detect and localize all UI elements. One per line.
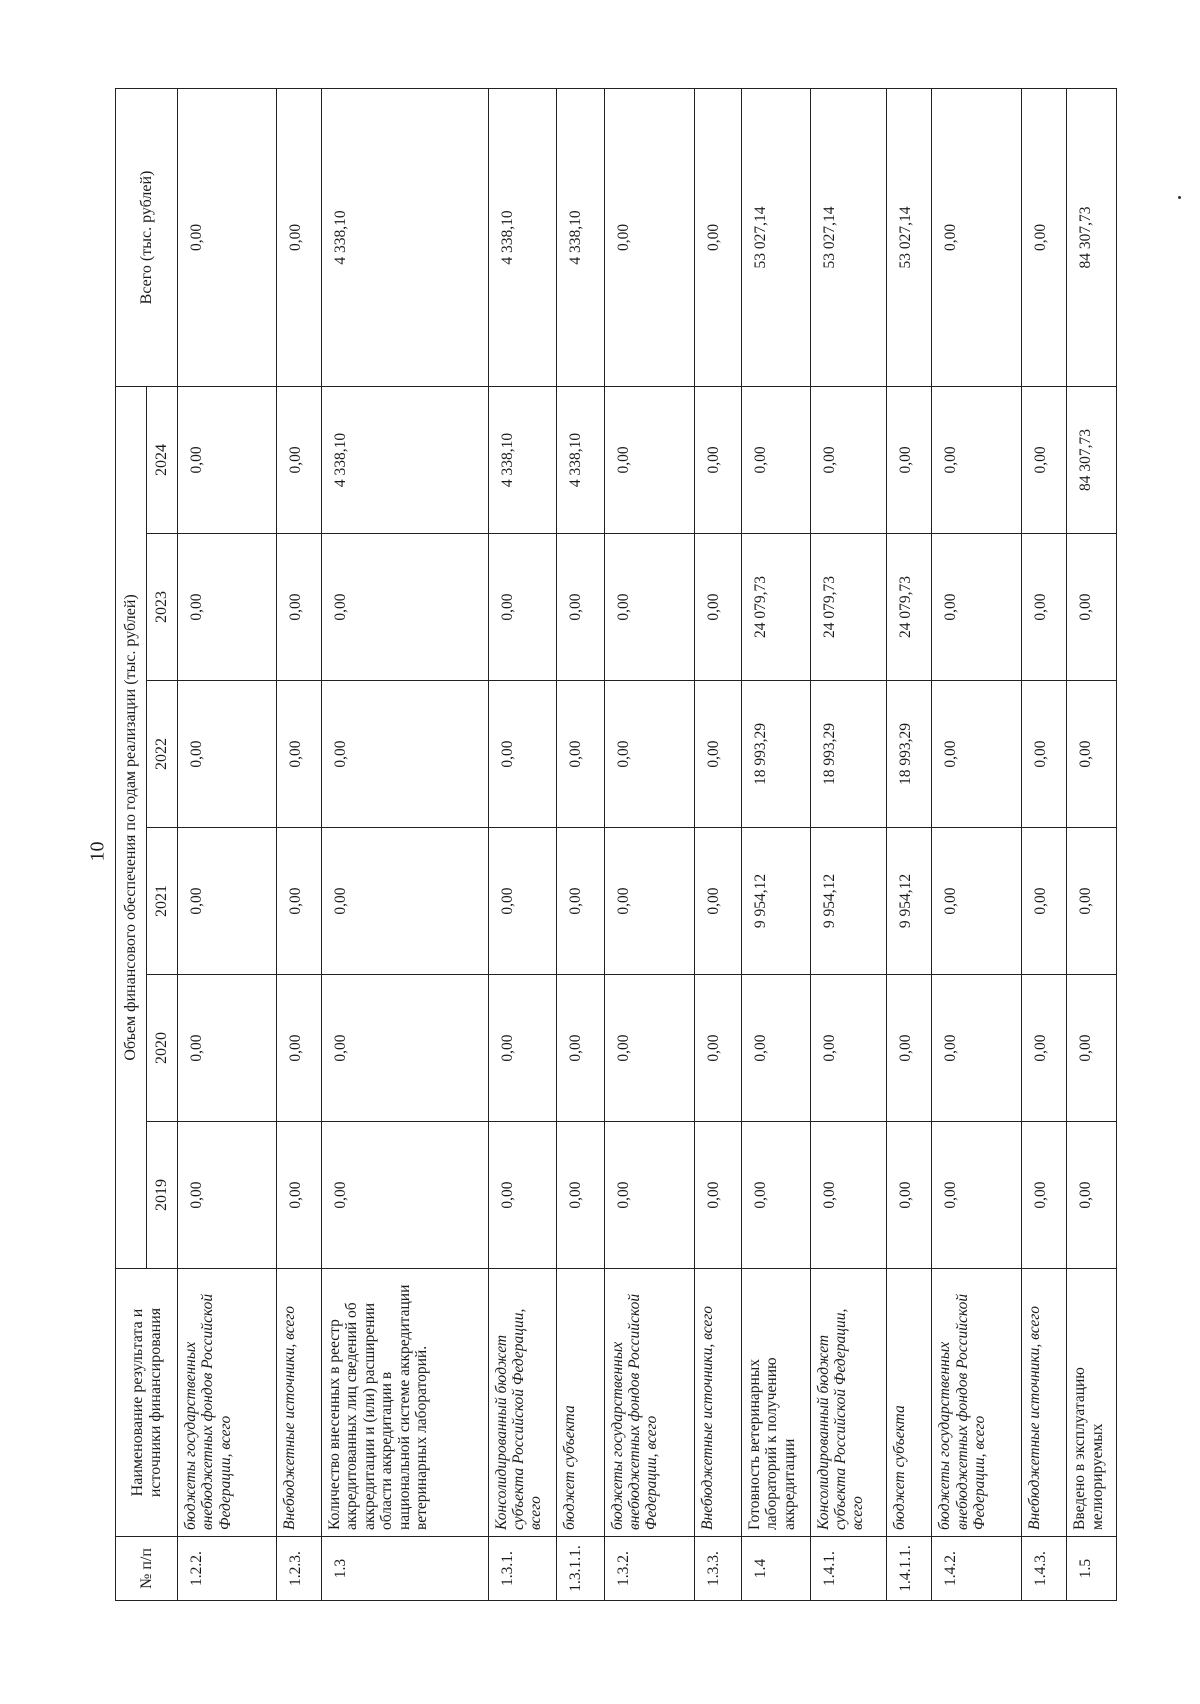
row-name: Консолидированный бюджет субъекта Российской Федерации, всего	[810, 1269, 887, 1537]
year-value-cell: 0,00	[488, 1122, 557, 1269]
table-row	[178, 88, 277, 1600]
year-value-cell: 0,00	[604, 828, 694, 975]
year-value-cell: 0,00	[932, 828, 1022, 975]
year-value-cell: 0,00	[932, 681, 1022, 828]
year-value-cell: 0,00	[694, 1122, 741, 1269]
total-value-cell: 0,00	[932, 88, 1022, 386]
year-value-cell: 0,00	[322, 534, 489, 681]
year-value-cell: 0,00	[1022, 386, 1067, 533]
row-name: бюджеты государственных внебюджетных фондов Российской Федерации, всего	[178, 1269, 277, 1537]
year-value-cell: 0,00	[1022, 534, 1067, 681]
row-name: бюджеты государственных внебюджетных фондов Российской Федерации, всего	[932, 1269, 1022, 1537]
header-year: 2022	[147, 681, 178, 828]
row-code: 1.3	[322, 1537, 489, 1601]
header-year: 2024	[147, 386, 178, 533]
year-value-cell: 0,00	[557, 534, 604, 681]
header-total: Всего (тыс. рублей)	[116, 88, 178, 386]
year-value-cell: 18 993,29	[741, 681, 810, 828]
row-name: бюджеты государственных внебюджетных фондов Российской Федерации, всего	[604, 1269, 694, 1537]
table-body	[178, 88, 1117, 1600]
table-row	[277, 88, 322, 1600]
table-row	[741, 88, 810, 1600]
year-value-cell: 0,00	[694, 386, 741, 533]
row-name: Введено в эксплуатацию мелиорируемых	[1067, 1269, 1117, 1537]
row-name: бюджет субъекта	[557, 1269, 604, 1537]
total-value-cell: 53 027,14	[887, 88, 932, 386]
header-volume: Объем финансового обеспечения по годам реализации (тыс. рублей)	[116, 386, 147, 1268]
total-value-cell: 0,00	[277, 88, 322, 386]
year-value-cell: 0,00	[810, 975, 887, 1122]
year-value-cell: 0,00	[694, 975, 741, 1122]
scan-speck	[1178, 196, 1181, 199]
year-value-cell: 0,00	[604, 975, 694, 1122]
row-name: Внебюджетные источники, всего	[1022, 1269, 1067, 1537]
year-value-cell: 0,00	[178, 681, 277, 828]
year-value-cell: 0,00	[322, 1122, 489, 1269]
year-value-cell: 0,00	[322, 681, 489, 828]
header-year: 2023	[147, 534, 178, 681]
total-value-cell: 53 027,14	[741, 88, 810, 386]
table-row	[488, 88, 557, 1600]
year-value-cell: 0,00	[741, 975, 810, 1122]
table-row	[1022, 88, 1067, 1600]
year-value-cell: 9 954,12	[887, 828, 932, 975]
year-value-cell: 4 338,10	[557, 386, 604, 533]
table-row	[887, 88, 932, 1600]
year-value-cell: 0,00	[932, 386, 1022, 533]
year-value-cell: 0,00	[604, 681, 694, 828]
year-value-cell: 0,00	[1022, 681, 1067, 828]
row-code: 1.3.1.	[488, 1537, 557, 1601]
year-value-cell: 0,00	[277, 975, 322, 1122]
row-code: 1.5	[1067, 1537, 1117, 1601]
year-value-cell: 0,00	[810, 1122, 887, 1269]
year-value-cell: 0,00	[1067, 828, 1117, 975]
table-row	[694, 88, 741, 1600]
total-value-cell: 53 027,14	[810, 88, 887, 386]
row-code: 1.3.2.	[604, 1537, 694, 1601]
header-name: Наименование результата и источники финансирования	[116, 1269, 178, 1537]
total-value-cell: 0,00	[694, 88, 741, 386]
table-row	[322, 88, 489, 1600]
year-value-cell: 0,00	[488, 681, 557, 828]
year-value-cell: 0,00	[741, 386, 810, 533]
year-value-cell: 0,00	[557, 681, 604, 828]
total-value-cell: 4 338,10	[322, 88, 489, 386]
year-value-cell: 0,00	[604, 534, 694, 681]
year-value-cell: 0,00	[322, 975, 489, 1122]
row-code: 1.4.3.	[1022, 1537, 1067, 1601]
year-value-cell: 0,00	[1067, 1122, 1117, 1269]
table-row	[810, 88, 887, 1600]
row-name: бюджет субъекта	[887, 1269, 932, 1537]
year-value-cell: 0,00	[887, 1122, 932, 1269]
year-value-cell: 0,00	[322, 828, 489, 975]
year-value-cell: 0,00	[1067, 534, 1117, 681]
year-value-cell: 0,00	[277, 828, 322, 975]
header-year: 2021	[147, 828, 178, 975]
row-name: Количество внесенных в реестр аккредитованных лиц сведений об аккредитации и (или) расширении области аккредитации в национальной системе аккредитации ветеринарных лабораторий.	[322, 1269, 489, 1537]
year-value-cell: 0,00	[277, 386, 322, 533]
row-code: 1.3.1.1.	[557, 1537, 604, 1601]
year-value-cell: 0,00	[557, 828, 604, 975]
row-code: 1.4	[741, 1537, 810, 1601]
year-value-cell: 84 307,73	[1067, 386, 1117, 533]
year-value-cell: 0,00	[887, 975, 932, 1122]
year-value-cell: 0,00	[932, 534, 1022, 681]
year-value-cell: 0,00	[178, 828, 277, 975]
year-value-cell: 0,00	[557, 1122, 604, 1269]
year-value-cell: 18 993,29	[810, 681, 887, 828]
year-value-cell: 0,00	[1022, 828, 1067, 975]
year-value-cell: 0,00	[932, 975, 1022, 1122]
row-code: 1.2.2.	[178, 1537, 277, 1601]
year-value-cell: 0,00	[488, 828, 557, 975]
total-value-cell: 4 338,10	[557, 88, 604, 386]
year-value-cell: 24 079,73	[887, 534, 932, 681]
year-value-cell: 0,00	[277, 681, 322, 828]
total-value-cell: 0,00	[1022, 88, 1067, 386]
year-value-cell: 0,00	[1067, 681, 1117, 828]
header-row-1	[116, 88, 147, 1600]
year-value-cell: 18 993,29	[887, 681, 932, 828]
row-name: Консолидированный бюджет субъекта Российской Федерации, всего	[488, 1269, 557, 1537]
year-value-cell: 0,00	[604, 1122, 694, 1269]
year-value-cell: 0,00	[178, 1122, 277, 1269]
year-value-cell: 0,00	[604, 386, 694, 533]
year-value-cell: 0,00	[741, 1122, 810, 1269]
year-value-cell: 0,00	[557, 975, 604, 1122]
total-value-cell: 0,00	[178, 88, 277, 386]
row-code: 1.4.2.	[932, 1537, 1022, 1601]
year-value-cell: 0,00	[1067, 975, 1117, 1122]
row-code: 1.3.3.	[694, 1537, 741, 1601]
row-code: 1.4.1.	[810, 1537, 887, 1601]
row-code: 1.2.3.	[277, 1537, 322, 1601]
row-code: 1.4.1.1.	[887, 1537, 932, 1601]
year-value-cell: 0,00	[1022, 1122, 1067, 1269]
year-value-cell: 9 954,12	[741, 828, 810, 975]
year-value-cell: 0,00	[277, 534, 322, 681]
year-value-cell: 0,00	[178, 975, 277, 1122]
row-name: Внебюджетные источники, всего	[277, 1269, 322, 1537]
year-value-cell: 4 338,10	[488, 386, 557, 533]
year-value-cell: 0,00	[277, 1122, 322, 1269]
year-value-cell: 0,00	[694, 828, 741, 975]
header-year: 2020	[147, 975, 178, 1122]
year-value-cell: 0,00	[694, 534, 741, 681]
year-value-cell: 0,00	[810, 386, 887, 533]
year-value-cell: 0,00	[488, 975, 557, 1122]
year-value-cell: 0,00	[488, 534, 557, 681]
year-value-cell: 0,00	[887, 386, 932, 533]
rotated-table-container	[115, 89, 1117, 1601]
header-year: 2019	[147, 1122, 178, 1269]
financing-table	[115, 88, 1117, 1601]
year-value-cell: 9 954,12	[810, 828, 887, 975]
table-row	[1067, 88, 1117, 1600]
year-value-cell: 0,00	[178, 386, 277, 533]
total-value-cell: 0,00	[604, 88, 694, 386]
year-value-cell: 4 338,10	[322, 386, 489, 533]
total-value-cell: 84 307,73	[1067, 88, 1117, 386]
year-value-cell: 0,00	[694, 681, 741, 828]
table-row	[604, 88, 694, 1600]
table-row	[557, 88, 604, 1600]
year-value-cell: 24 079,73	[810, 534, 887, 681]
page-number: 10	[86, 841, 109, 862]
total-value-cell: 4 338,10	[488, 88, 557, 386]
year-value-cell: 0,00	[1022, 975, 1067, 1122]
year-value-cell: 0,00	[178, 534, 277, 681]
header-number: № п/п	[116, 1537, 178, 1601]
row-name: Готовность ветеринарных лабораторий к получению аккредитации	[741, 1269, 810, 1537]
year-value-cell: 24 079,73	[741, 534, 810, 681]
year-value-cell: 0,00	[932, 1122, 1022, 1269]
table-row	[932, 88, 1022, 1600]
row-name: Внебюджетные источники, всего	[694, 1269, 741, 1537]
